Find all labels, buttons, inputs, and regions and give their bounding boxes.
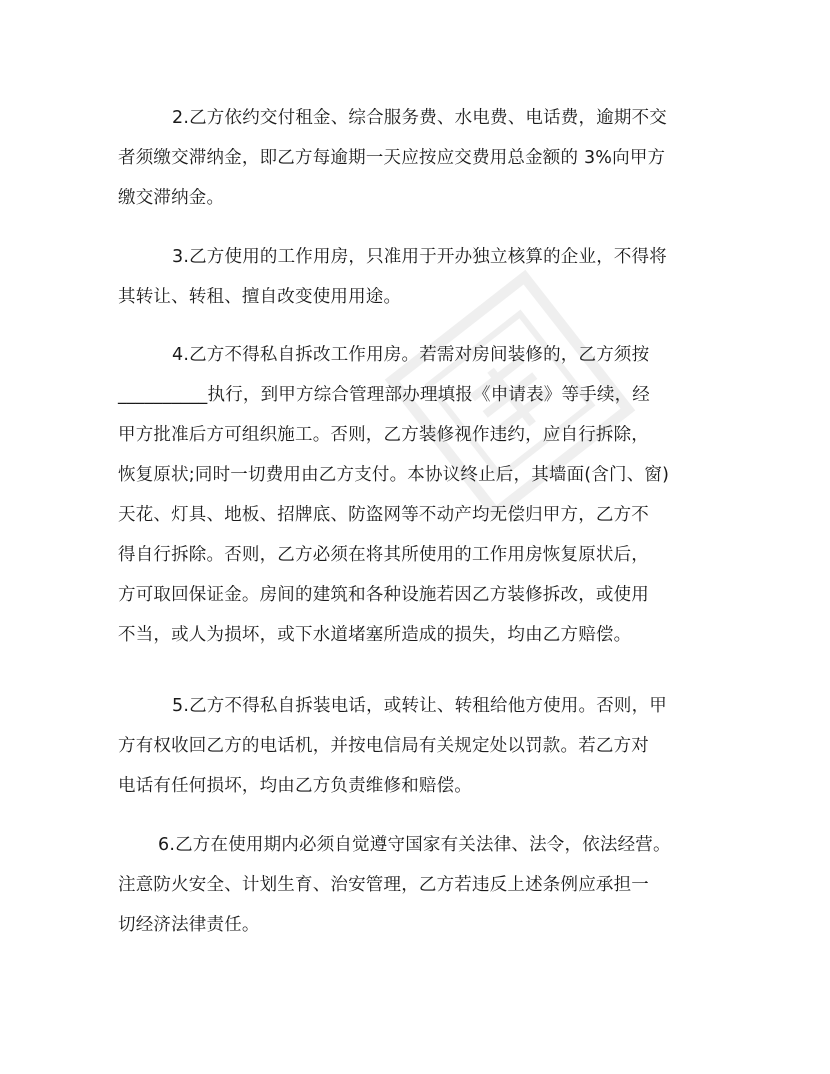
clause-3-paragraph [118,237,718,317]
clause-4-line-8: 不当，或人为损坏，或下水道堵塞所造成的损失，均由乙方赔偿。 [118,625,632,645]
clause-3-line-1: 3.乙方使用的工作用房，只准用于开办独立核算的企业，不得将 [172,247,667,267]
clause-4-line-1: 4.乙方不得私自拆改工作用房。若需对房间装修的，乙方须按 [172,345,650,365]
clause-3-line-2: 其转让、转租、擅自改变使用用途。 [118,287,402,307]
clause-2-line-2: 者须缴交滞纳金，即乙方每逾期一天应按应交费用总金额的 3%向甲方 [118,148,666,168]
clause-2-line-1: 2.乙方依约交付租金、综合服务费、水电费、电话费，逾期不交 [172,108,667,128]
clause-5-line-1: 5.乙方不得私自拆装电话，或转让、转租给他方使用。否则，甲 [172,696,667,716]
clause-4-line-7: 方可取回保证金。房间的建筑和各种设施若因乙方装修拆改，或使用 [118,585,649,605]
clause-5-line-3: 电话有任何损坏，均由乙方负责维修和赔偿。 [118,776,472,796]
clause-4-paragraph [118,335,718,655]
clause-6-line-2: 注意防火安全、计划生育、治安管理，乙方若违反上述条例应承担一 [118,875,649,895]
clause-6-line-1: 6.乙方在使用期内必须自觉遵守国家有关法律、法令，依法经营。 [158,835,671,855]
clause-4-line-5: 天花、灯具、地板、招牌底、防盗网等不动产均无偿归甲方，乙方不 [118,505,649,525]
clause-2-line-3: 缴交滞纳金。 [118,188,225,208]
clause-6-paragraph [118,825,718,945]
clause-5-line-2: 方有权收回乙方的电话机，并按电信局有关规定处以罚款。若乙方对 [118,736,649,756]
clause-5-paragraph [118,686,718,806]
clause-4-line-4: 恢复原状;同时一切费用由乙方支付。本协议终止后，其墙面(含门、窗) [118,465,670,485]
clause-4-line-2: __________执行，到甲方综合管理部办理填报《申请表》等手续，经 [118,385,650,405]
clause-2-paragraph [118,98,718,218]
clause-6-line-3: 切经济法律责任。 [118,915,260,935]
clause-4-line-6: 得自行拆除。否则，乙方必须在将其所使用的工作用房恢复原状后， [118,545,649,565]
clause-4-line-3: 甲方批准后方可组织施工。否则，乙方装修视作违约，应自行拆除， [118,425,649,445]
